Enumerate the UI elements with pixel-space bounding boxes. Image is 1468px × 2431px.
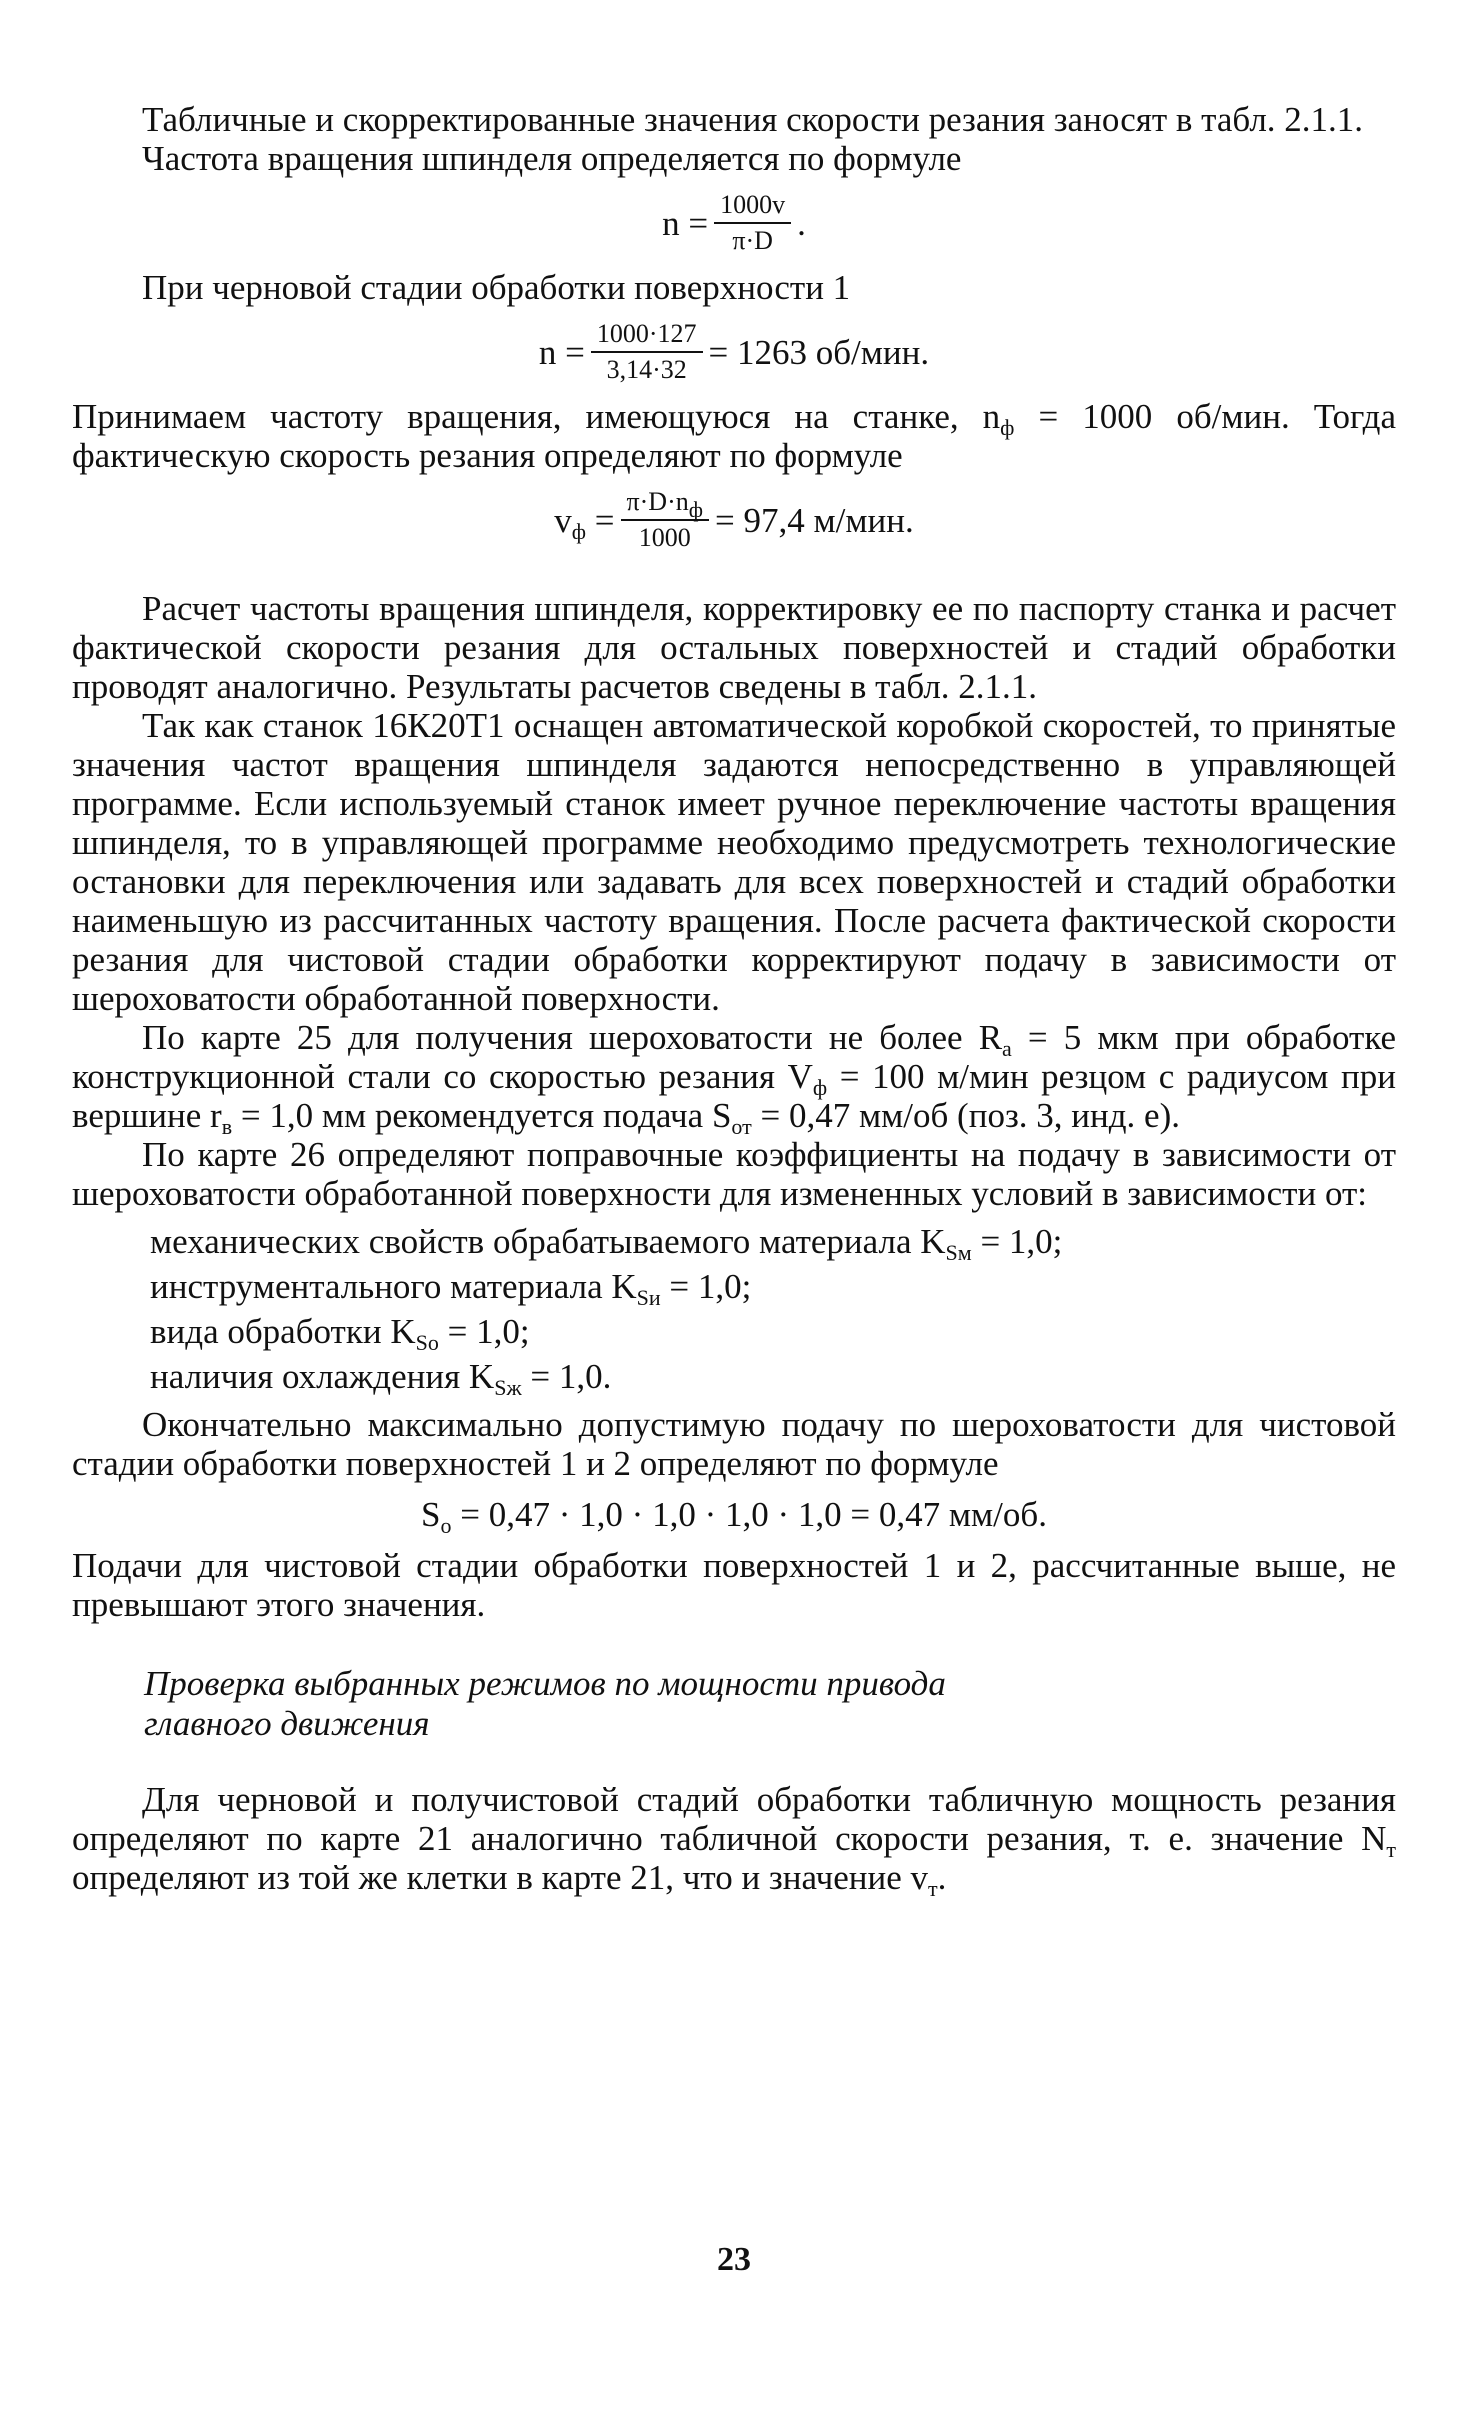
heading-line-2: главного движения bbox=[144, 1704, 430, 1743]
coefficient-list bbox=[72, 1219, 1396, 1399]
fraction-numerator: 1000v bbox=[714, 190, 791, 224]
list-item: механических свойств обрабатываемого материала $K_{Sм} = 1,0$; bbox=[150, 1222, 1063, 1265]
fraction bbox=[621, 487, 710, 553]
list-item: наличия охлаждения $K_{Sж} = 1,0$. bbox=[150, 1357, 612, 1400]
paragraph-power-check: Для черновой и получистовой стадий обработки табличную мощность резания определяют по карте 21 аналогично табличной скорости резания, т. е. значение $N_т$ определяют из той же клетки в карте 21, что и значение $v_т$. bbox=[72, 1780, 1396, 1901]
formula-result: = 97,4 м/мин. bbox=[715, 500, 914, 540]
formula-lhs: n bbox=[662, 203, 680, 243]
paragraph-spindle-formula-intro: Частота вращения шпинделя определяется по формуле bbox=[142, 139, 962, 178]
paragraph-card-25: По карте 25 для получения шероховатости не более $R_a = 5$ мкм при обработке конструкционной стали со скоростью резания $V_ф = 100$ м/мин резцом с радиусом при вершине $r_в = 1,0$ мм рекомендуется подача $S_{от} = 0,47$ мм/об (поз. 3, инд. е). bbox=[72, 1018, 1396, 1139]
formula-tail: . bbox=[797, 203, 806, 243]
section-heading bbox=[72, 1664, 1396, 1744]
list-item: вида обработки $K_{So} = 1,0$; bbox=[150, 1312, 530, 1355]
paragraph-feed-check: Подачи для чистовой стадии обработки поверхностей 1 и 2, рассчитанные выше, не превышают этого значения. bbox=[72, 1546, 1396, 1624]
paragraph-card-26: По карте 26 определяют поправочные коэффициенты на подачу в зависимости от шероховатости обработанной поверхности для измененных условий в зависимости от: bbox=[72, 1135, 1396, 1213]
fraction-denominator: 3,14·32 bbox=[606, 355, 687, 384]
formula-max-feed: $S_o = 0,47 \cdot 1,0 \cdot 1,0 \cdot 1,0 \cdot 1,0 = 0,47$ мм/об. bbox=[421, 1495, 1047, 1538]
formula-lhs: n bbox=[538, 332, 557, 372]
paragraph-accept-speed: Принимаем частоту вращения, имеющуюся на станке, $n_ф = 1000$ об/мин. Тогда фактическую скорость резания определяют по формуле bbox=[72, 397, 1396, 475]
fraction-numerator: 1000·127 bbox=[591, 319, 703, 353]
fraction bbox=[591, 319, 703, 385]
fraction-denominator: 1000 bbox=[638, 523, 691, 552]
list-item: инструментального материала $K_{Sи} = 1,0$; bbox=[150, 1267, 752, 1310]
formula-actual-cutting-speed: $v_ф$ = $\frac{\pi\cdot D\cdot n_ф}{1000}$ = 97,4 м/мин. bbox=[554, 487, 914, 552]
formula-spindle-speed-calc: n = $\frac{1000\cdot 127}{3,14\cdot 32}$ = 1263 об/мин. bbox=[538, 319, 930, 384]
formula-result: = 1263 об/мин. bbox=[708, 332, 930, 372]
formula-spindle-speed: n = $\frac{1000v}{\pi\cdot D}$ . bbox=[662, 190, 806, 255]
fraction-numerator: $\pi\cdot D\cdot n_ф$ bbox=[621, 487, 710, 521]
fraction-denominator: π·D bbox=[732, 226, 773, 255]
paragraph-machine-gearbox: Так как станок 16К20Т1 оснащен автоматической коробкой скоростей, то принятые значения частот вращения шпинделя задаются непосредственно в управляющей программе. Если используемый станок имеет ручное переключение частоты вращения шпинделя, то в управляющей программе необходимо предусмотреть технологические остановки для переключения или задавать для всех поверхностей и стадий обработки наименьшую из рассчитанных частоту вращения. После расчета фактической скорости резания для чистовой стадии обработки корректируют подачу в зависимости от шероховатости обработанной поверхности. bbox=[72, 706, 1396, 1018]
heading-line-1: Проверка выбранных режимов по мощности привода bbox=[144, 1664, 946, 1703]
paragraph-rough-stage: При черновой стадии обработки поверхности 1 bbox=[142, 268, 851, 307]
page-number: 23 bbox=[717, 2241, 751, 2278]
fraction bbox=[714, 190, 791, 256]
paragraph-calculation-summary: Расчет частоты вращения шпинделя, корректировку ее по паспорту станка и расчет фактической скорости резания для остальных поверхностей и стадий обработки проводят аналогично. Результаты расчетов сведены в табл. 2.1.1. bbox=[72, 589, 1396, 706]
formula-lhs: $v_ф$ bbox=[554, 500, 587, 544]
paragraph-table-values: Табличные и скорректированные значения скорости резания заносят в табл. 2.1.1. bbox=[142, 100, 1364, 139]
paragraph-max-feed: Окончательно максимально допустимую подачу по шероховатости для чистовой стадии обработки поверхностей 1 и 2 определяют по формуле bbox=[72, 1405, 1396, 1483]
